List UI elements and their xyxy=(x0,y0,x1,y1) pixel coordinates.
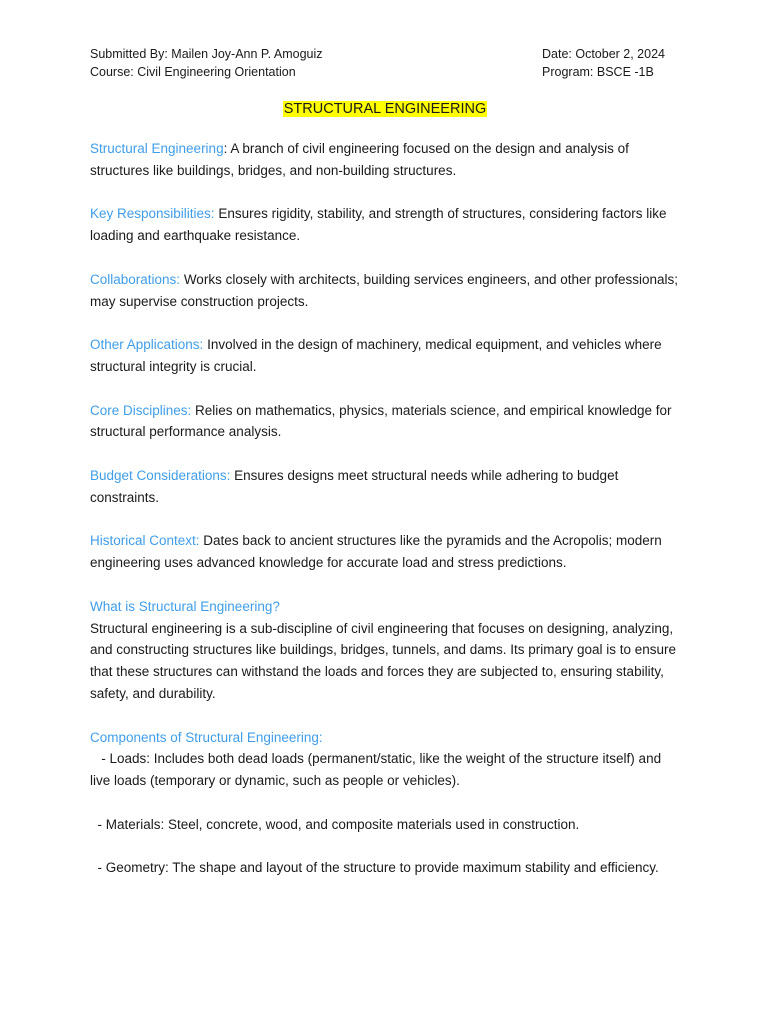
header-right xyxy=(542,46,665,81)
component-text: - Materials: Steel, concrete, wood, and composite materials used in construction. xyxy=(97,816,580,832)
date: Date: October 2, 2024 xyxy=(542,47,665,61)
section-label: Collaborations: xyxy=(90,271,181,287)
section-label: Core Disciplines: xyxy=(90,402,192,418)
section-text: : A branch of civil engineering focused on the design and analysis of structures like buildings, bridges, and non-building structures. xyxy=(90,141,629,178)
section-text: Ensures designs meet structural needs while adhering to budget constraints. xyxy=(90,467,619,505)
bullet-indent xyxy=(90,751,101,766)
section-other-applications xyxy=(90,334,680,378)
section-what-is xyxy=(90,596,680,705)
section-budget-considerations xyxy=(90,465,680,509)
component-text: - Loads: Includes both dead loads (permanent/static, like the weight of the structure itself) and live loads (temporary or dynamic, such as people or vehicles). xyxy=(90,751,662,789)
section-text: Dates back to ancient structures like the pyramids and the Acropolis; modern engineering uses advanced knowledge for accurate load and stress predictions. xyxy=(90,533,662,571)
section-text: Works closely with architects, building services engineers, and other professionals; may supervise construction projects. xyxy=(90,271,679,309)
component-item-materials xyxy=(90,814,680,836)
section-label: Structural Engineering xyxy=(90,141,224,156)
section-historical-context xyxy=(90,530,680,574)
course: Course: Civil Engineering Orientation xyxy=(90,64,296,79)
component-item-geometry xyxy=(90,857,680,879)
bullet-indent xyxy=(90,860,98,875)
program: Program: BSCE -1B xyxy=(542,64,654,79)
section-label: Other Applications: xyxy=(90,337,204,353)
section-text: Ensures rigidity, stability, and strength of structures, considering factors like loading and earthquake resistance. xyxy=(90,206,667,244)
title-wrap xyxy=(90,99,680,121)
section-text: Relies on mathematics, physics, materials science, and empirical knowledge for structural performance analysis. xyxy=(90,402,672,440)
document-body xyxy=(90,138,680,879)
section-core-disciplines xyxy=(90,400,680,444)
component-text: - Geometry: The shape and layout of the structure to provide maximum stability and efficiency. xyxy=(97,860,659,876)
what-is-heading: What is Structural Engineering? xyxy=(90,598,280,614)
document-title: STRUCTURAL ENGINEERING xyxy=(283,101,487,117)
section-key-responsibilities xyxy=(90,203,680,247)
section-components xyxy=(90,727,680,880)
section-structural-engineering xyxy=(90,138,680,182)
document-page xyxy=(90,46,680,901)
section-label: Historical Context: xyxy=(90,533,200,549)
section-collaborations xyxy=(90,269,680,313)
what-is-text: Structural engineering is a sub-discipline of civil engineering that focuses on designing, analyzing, and constructing structures like buildings, bridges, tunnels, and dams. Its primary goal is to ensure that these structures can withstand the loads and forces they are subjected to, ensuring stability, safety, and durability. xyxy=(90,620,677,701)
section-text: Involved in the design of machinery, medical equipment, and vehicles where structural integrity is crucial. xyxy=(90,337,662,374)
section-label: Budget Considerations: xyxy=(90,467,231,483)
document-header xyxy=(90,46,680,82)
components-heading: Components of Structural Engineering: xyxy=(90,729,323,745)
section-label: Key Responsibilities: xyxy=(90,206,215,222)
bullet-indent xyxy=(90,817,98,832)
component-item-loads xyxy=(90,748,680,792)
submitted-by: Submitted By: Mailen Joy-Ann P. Amoguiz xyxy=(90,47,323,61)
header-left xyxy=(90,46,323,81)
